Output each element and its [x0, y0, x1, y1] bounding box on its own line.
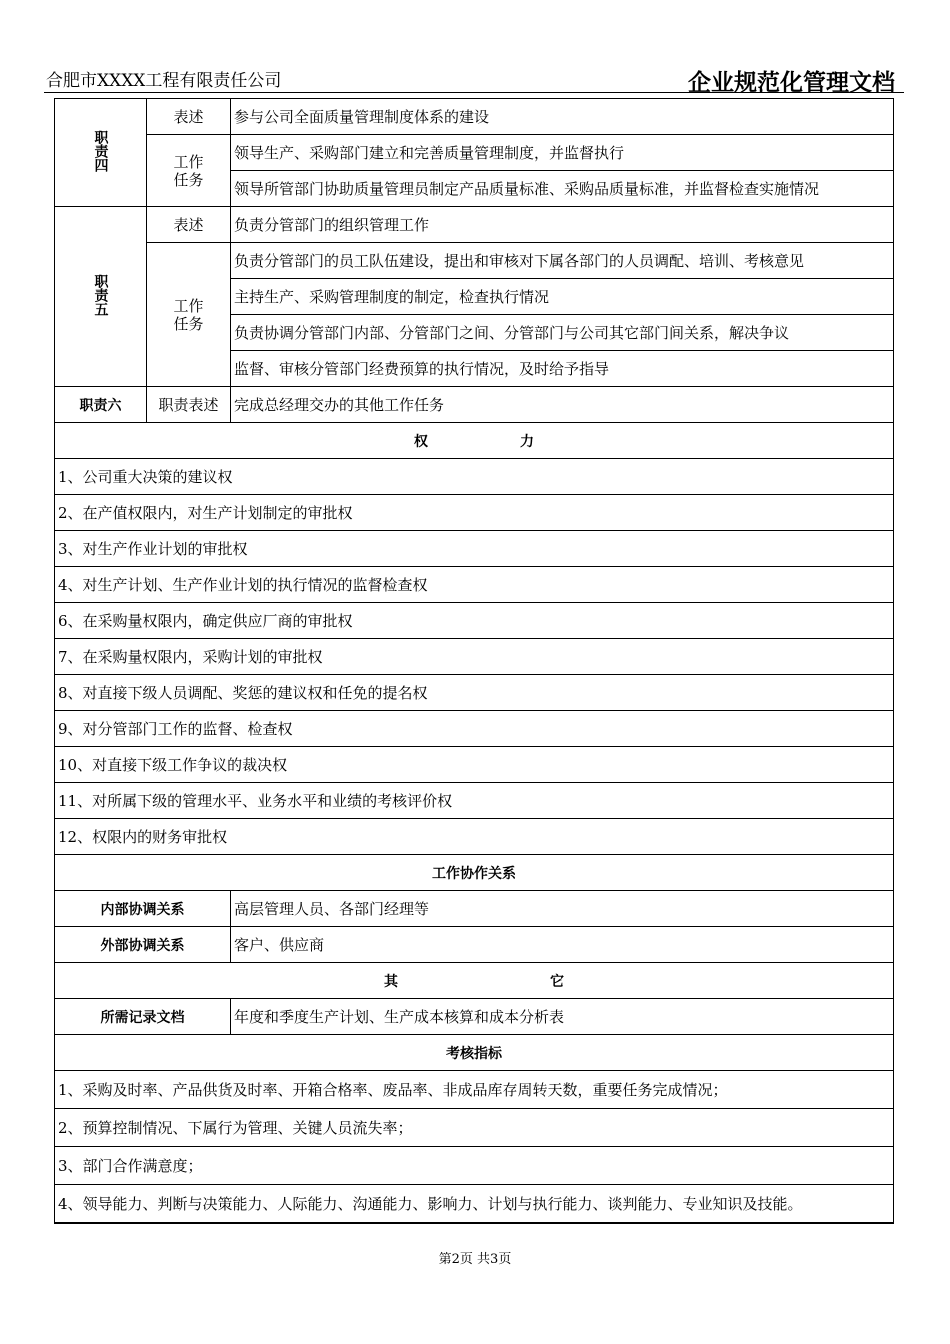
internal-relations-value: 高层管理人员、各部门经理等	[231, 891, 894, 927]
duty5-label: 职责五	[55, 207, 147, 387]
kpi-item-row	[55, 1185, 894, 1224]
power-item-row	[55, 747, 894, 783]
kpi-item: 2、预算控制情况、下属行为管理、关键人员流失率；	[55, 1109, 894, 1147]
kpi-item-row	[55, 1109, 894, 1147]
power-item: 2、在产值权限内，对生产计划制定的审批权	[55, 495, 894, 531]
other-header-row	[55, 963, 894, 999]
power-item-row	[55, 819, 894, 855]
duty5-desc-row	[55, 207, 894, 243]
power-item-row	[55, 567, 894, 603]
duty5-desc: 负责分管部门的组织管理工作	[231, 207, 894, 243]
duty5-task: 监督、审核分管部门经费预算的执行情况，及时给予指导	[231, 351, 894, 387]
duty5-task-row	[55, 243, 894, 279]
duty6-desc-label: 职责表述	[147, 387, 231, 423]
records-row	[55, 999, 894, 1035]
company-name: 合肥市XXXX工程有限责任公司	[46, 71, 282, 91]
header-divider	[44, 92, 904, 93]
duty6-label: 职责六	[55, 387, 147, 423]
power-item-row	[55, 675, 894, 711]
duty4-task-label: 工作任务	[147, 135, 231, 207]
power-item-row	[55, 783, 894, 819]
kpi-item: 1、采购及时率、产品供货及时率、开箱合格率、废品率、非成品库存周转天数，重要任务完成情况；	[55, 1071, 894, 1109]
kpi-item-row	[55, 1071, 894, 1109]
power-item: 7、在采购量权限内，采购计划的审批权	[55, 639, 894, 675]
duty4-desc: 参与公司全面质量管理制度体系的建设	[231, 99, 894, 135]
external-relations-row	[55, 927, 894, 963]
power-item: 11、对所属下级的管理水平、业务水平和业绩的考核评价权	[55, 783, 894, 819]
power-item: 3、对生产作业计划的审批权	[55, 531, 894, 567]
other-title: 其 它	[55, 963, 894, 999]
duty6-row	[55, 387, 894, 423]
duty4-task: 领导所管部门协助质量管理员制定产品质量标准、采购品质量标准，并监督检查实施情况	[231, 171, 894, 207]
power-item: 1、公司重大决策的建议权	[55, 459, 894, 495]
kpi-header-row	[55, 1035, 894, 1071]
power-item: 6、在采购量权限内，确定供应厂商的审批权	[55, 603, 894, 639]
relations-header-row	[55, 855, 894, 891]
power-item: 10、对直接下级工作争议的裁决权	[55, 747, 894, 783]
kpi-title: 考核指标	[55, 1035, 894, 1071]
document-title: 企业规范化管理文档	[688, 70, 895, 96]
duty4-desc-row	[55, 99, 894, 135]
duty4-task-row	[55, 135, 894, 171]
powers-header-row	[55, 423, 894, 459]
duty4-task: 领导生产、采购部门建立和完善质量管理制度，并监督执行	[231, 135, 894, 171]
duty4-label: 职责四	[55, 99, 147, 207]
duty5-task: 负责协调分管部门内部、分管部门之间、分管部门与公司其它部门间关系，解决争议	[231, 315, 894, 351]
internal-relations-label: 内部协调关系	[55, 891, 231, 927]
power-item: 9、对分管部门工作的监督、检查权	[55, 711, 894, 747]
power-item-row	[55, 711, 894, 747]
power-item: 12、权限内的财务审批权	[55, 819, 894, 855]
duty4-desc-label: 表述	[147, 99, 231, 135]
internal-relations-row	[55, 891, 894, 927]
relations-title: 工作协作关系	[55, 855, 894, 891]
duty5-task: 主持生产、采购管理制度的制定，检查执行情况	[231, 279, 894, 315]
kpi-item: 3、部门合作满意度；	[55, 1147, 894, 1185]
duty6-desc: 完成总经理交办的其他工作任务	[231, 387, 894, 423]
kpi-item-row	[55, 1147, 894, 1185]
kpi-item: 4、领导能力、判断与决策能力、人际能力、沟通能力、影响力、计划与执行能力、谈判能力、专业知识及技能。	[55, 1185, 894, 1224]
duty5-task: 负责分管部门的员工队伍建设，提出和审核对下属各部门的人员调配、培训、考核意见	[231, 243, 894, 279]
power-item: 8、对直接下级人员调配、奖惩的建议权和任免的提名权	[55, 675, 894, 711]
power-item-row	[55, 495, 894, 531]
power-item-row	[55, 639, 894, 675]
powers-title: 权 力	[55, 423, 894, 459]
records-label: 所需记录文档	[55, 999, 231, 1035]
page-footer: 第2页 共3页	[438, 1252, 512, 1267]
external-relations-value: 客户、供应商	[231, 927, 894, 963]
power-item-row	[55, 459, 894, 495]
duty5-desc-label: 表述	[147, 207, 231, 243]
power-item-row	[55, 531, 894, 567]
external-relations-label: 外部协调关系	[55, 927, 231, 963]
records-value: 年度和季度生产计划、生产成本核算和成本分析表	[231, 999, 894, 1035]
duty5-task-label: 工作任务	[147, 243, 231, 387]
duty-table	[54, 98, 894, 1224]
power-item-row	[55, 603, 894, 639]
power-item: 4、对生产计划、生产作业计划的执行情况的监督检查权	[55, 567, 894, 603]
